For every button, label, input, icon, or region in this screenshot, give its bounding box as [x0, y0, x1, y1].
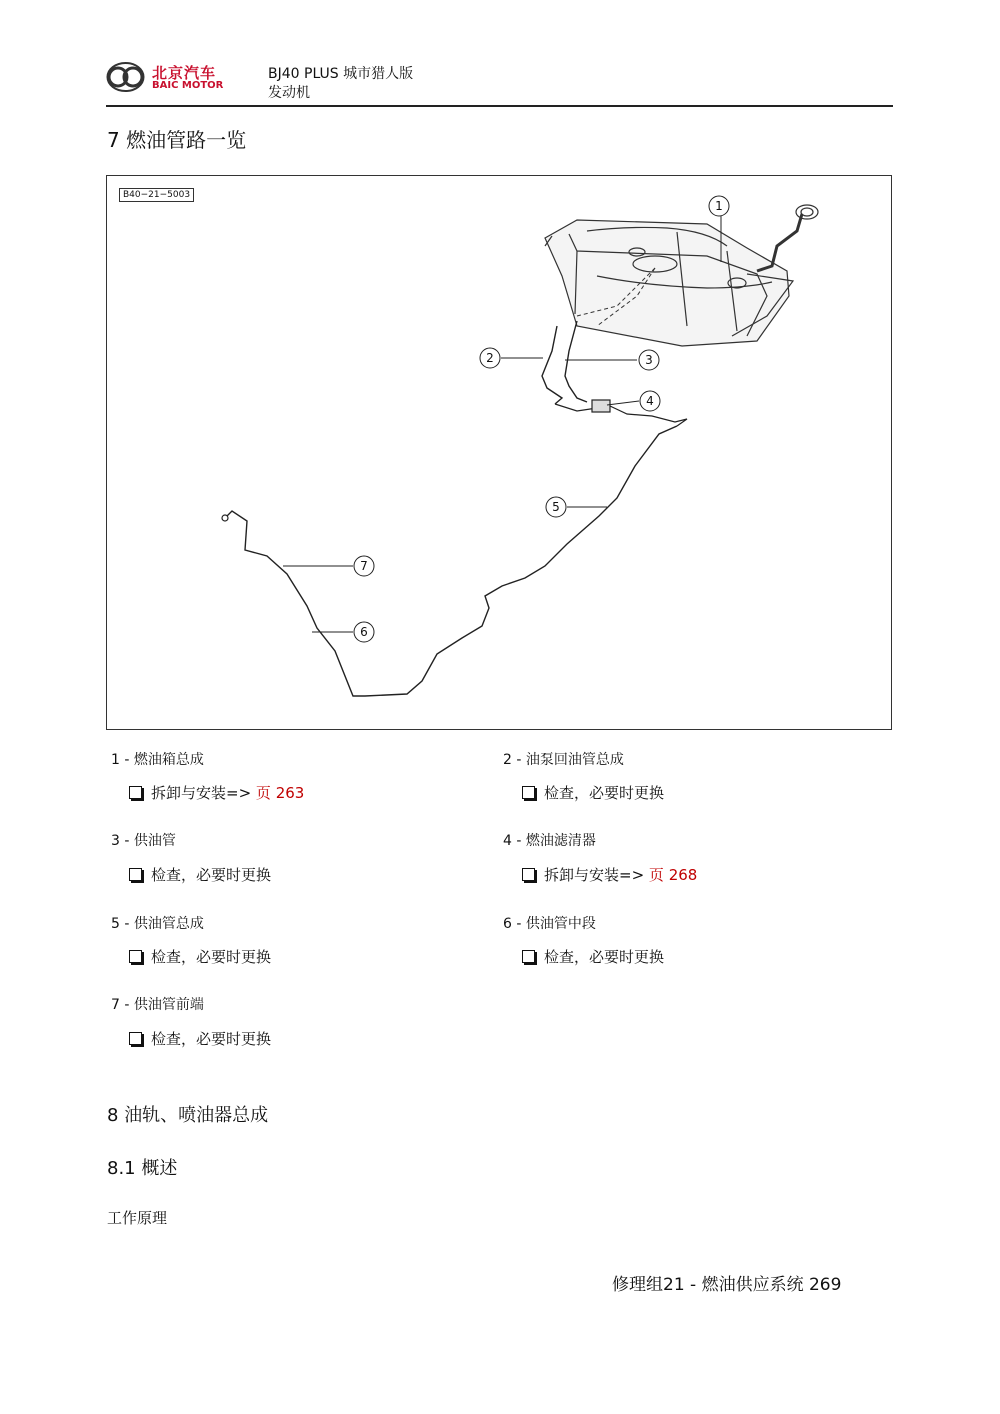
section-8-1-heading: 8.1 概述 [107, 1158, 178, 1179]
item-2-action-text: 检查，必要时更换 [544, 784, 665, 802]
item-7-title: 7 - 供油管前端 [111, 997, 204, 1013]
item-1-title: 1 - 燃油箱总成 [111, 752, 204, 768]
callout-label-2: 2 [486, 351, 494, 365]
footer-group-label: 修理组 [612, 1275, 663, 1295]
item-7-action [129, 1028, 271, 1049]
item-5-action [129, 946, 271, 967]
checkbox-icon [129, 786, 142, 799]
callout-label-1: 1 [715, 199, 723, 213]
item-4-action [522, 864, 697, 885]
fuel-line-diagram [106, 175, 892, 730]
item-3-title: 3 - 供油管 [111, 833, 176, 849]
checkbox-icon [522, 786, 535, 799]
item-6-action [522, 946, 664, 967]
checkbox-icon [522, 950, 535, 963]
header-section: 发动机 [268, 85, 310, 101]
item-7-action-text: 检查，必要时更换 [151, 1030, 272, 1048]
item-1-page-link[interactable]: 页 263 [255, 784, 305, 802]
brand-emblem-icon [106, 60, 148, 94]
item-3-action-text: 检查，必要时更换 [151, 866, 272, 884]
callout-label-7: 7 [360, 559, 368, 573]
section-8-heading: 8 油轨、喷油器总成 [107, 1105, 269, 1126]
subheading-working-principle: 工作原理 [107, 1209, 168, 1227]
brand-logo [106, 60, 246, 96]
item-1-action [129, 782, 304, 803]
section-7-heading: 7 燃油管路一览 [107, 128, 247, 152]
item-4-action-text: 拆卸与安装=> [544, 866, 645, 884]
page-footer [612, 1270, 841, 1295]
item-5-action-text: 检查，必要时更换 [151, 948, 272, 966]
item-6-action-text: 检查，必要时更换 [544, 948, 665, 966]
checkbox-icon [129, 868, 142, 881]
figure-code: B40−21−5003 [119, 188, 194, 202]
item-2-title: 2 - 油泵回油管总成 [503, 752, 624, 768]
checkbox-icon [129, 950, 142, 963]
brand-name-en: BAIC MOTOR [152, 80, 224, 91]
callout-bubbles [107, 176, 893, 731]
item-1-action-text: 拆卸与安装=> [151, 784, 252, 802]
brand-name-cn: 北京汽车 [152, 64, 217, 82]
item-4-page-link[interactable]: 页 268 [648, 866, 698, 884]
item-5-title: 5 - 供油管总成 [111, 916, 204, 932]
item-3-action [129, 864, 271, 885]
item-6-title: 6 - 供油管中段 [503, 916, 596, 932]
item-4-title: 4 - 燃油滤清器 [503, 833, 596, 849]
callout-label-3: 3 [645, 353, 653, 367]
header-divider [106, 105, 893, 107]
header-model: BJ40 PLUS 城市猎人版 [268, 66, 414, 82]
callout-label-4: 4 [646, 394, 654, 408]
checkbox-icon [129, 1032, 142, 1045]
footer-section-page: 21 - 燃油供应系统 269 [663, 1275, 842, 1295]
item-2-action [522, 782, 664, 803]
checkbox-icon [522, 868, 535, 881]
callout-label-6: 6 [360, 625, 368, 639]
callout-label-5: 5 [552, 500, 560, 514]
